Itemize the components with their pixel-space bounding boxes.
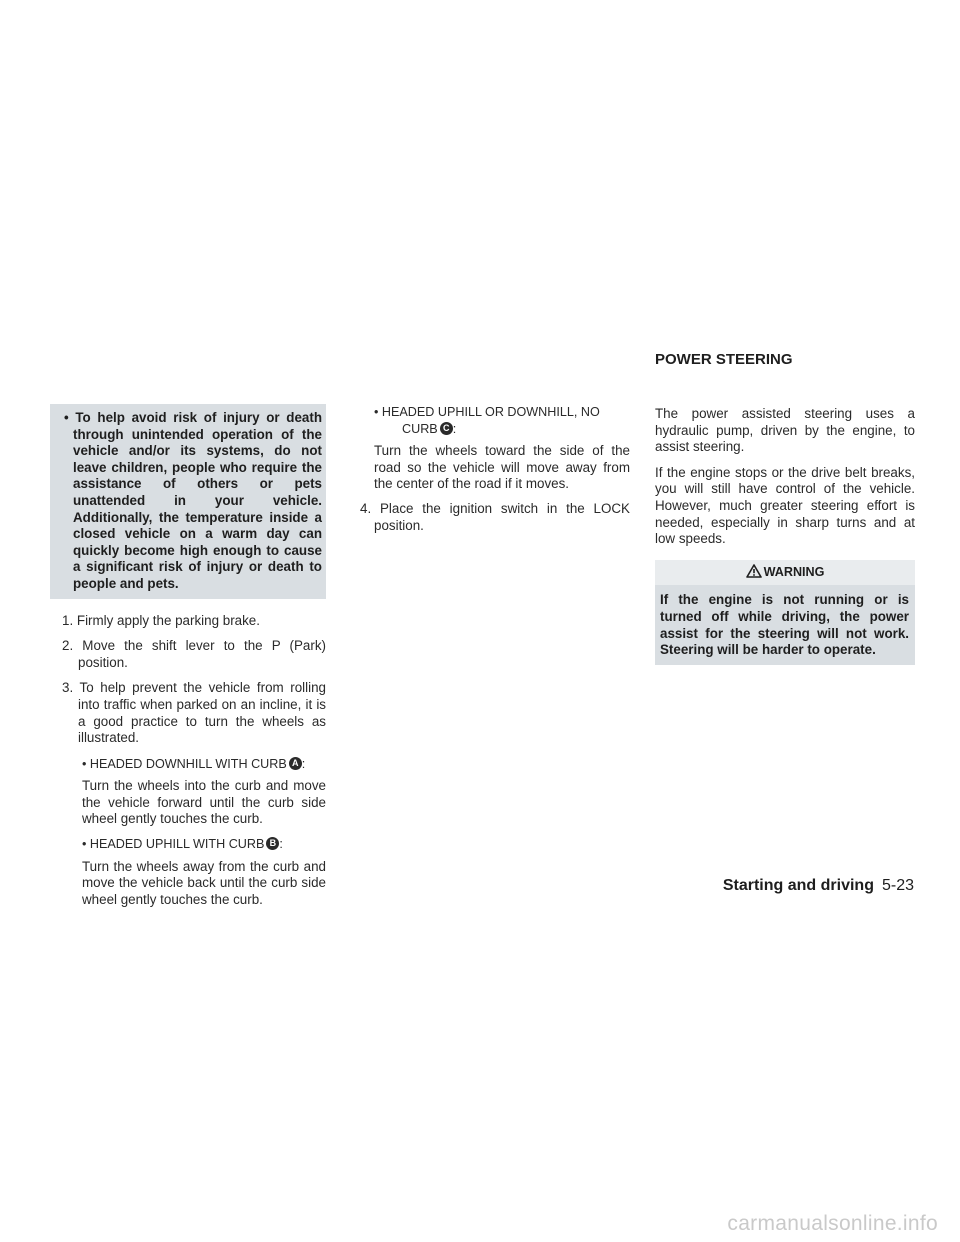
child-warning-box [50, 404, 326, 599]
step-3: 3. To help prevent the vehicle from rolling into traffic when parked on an incline, it is a good practice to turn the wheels as illustrated. [62, 680, 326, 746]
power-steering-para-1: The power assisted steering uses a hydraulic pump, driven by the engine, to assist steering. [655, 406, 915, 455]
marker-b-icon: B [266, 837, 279, 850]
page-footer [723, 877, 914, 895]
sub-c-label-curb: CURB [402, 421, 438, 436]
marker-a-icon: A [289, 757, 302, 770]
section-title: POWER STEERING [655, 351, 793, 368]
warning-triangle-icon [746, 564, 762, 583]
sub-b-label: • HEADED UPHILL WITH CURB B : [82, 837, 283, 852]
column-right [655, 406, 915, 665]
sub-c-label-line2: CURB C : [402, 421, 457, 436]
sub-c-text: Turn the wheels toward the side of the road so the vehicle will move away from the center of the road if it moves. [374, 443, 630, 492]
step-1: 1. Firmly apply the parking brake. [62, 612, 260, 628]
sub-b-text: Turn the wheels away from the curb and move the vehicle back until the curb side wheel gently touches the curb. [82, 858, 326, 907]
step-2: 2. Move the shift lever to the P (Park) position. [62, 638, 326, 670]
sub-b-label-text: • HEADED UPHILL WITH CURB [82, 837, 265, 852]
sub-a-text: Turn the wheels into the curb and move the vehicle forward until the curb side wheel gently touches the curb. [82, 778, 326, 827]
column-left [50, 404, 326, 916]
sub-a-label: • HEADED DOWNHILL WITH CURB A : [82, 756, 306, 771]
sub-c-label [368, 404, 630, 437]
warning-title: WARNING [763, 564, 825, 579]
warning-body: If the engine is not running or is turned off while driving, the power assist for the steering will not work. Steering will be harder to operate. [655, 585, 915, 664]
warning-header [655, 560, 915, 586]
sub-c-label-line1: • HEADED UPHILL OR DOWNHILL, NO [374, 405, 600, 419]
column-middle [360, 404, 630, 534]
watermark: carmanualsonline.info [727, 1212, 938, 1235]
child-warning-text: • To help avoid risk of injury or death through unintended operation of the vehicle and/or its systems, do not leave children, people who require the assistance of others or pets unattended in your vehicle. Additionally, the temperature inside a closed vehicle on a warm day can quickly become high enough to cause a significant risk of injury or death to people and pets. [64, 410, 322, 591]
sub-a-label-text: • HEADED DOWNHILL WITH CURB [82, 756, 287, 771]
power-steering-para-2: If the engine stops or the drive belt breaks, you will still have control of the vehicle. However, much greater steering effort is needed, especially in sharp turns and at low speeds. [655, 464, 915, 547]
page-number: 5-23 [881, 877, 914, 894]
marker-c-icon: C [440, 422, 453, 435]
step-4: 4. Place the ignition switch in the LOCK position. [360, 500, 630, 533]
parking-steps [50, 613, 326, 909]
chapter-name: Starting and driving [722, 877, 874, 894]
